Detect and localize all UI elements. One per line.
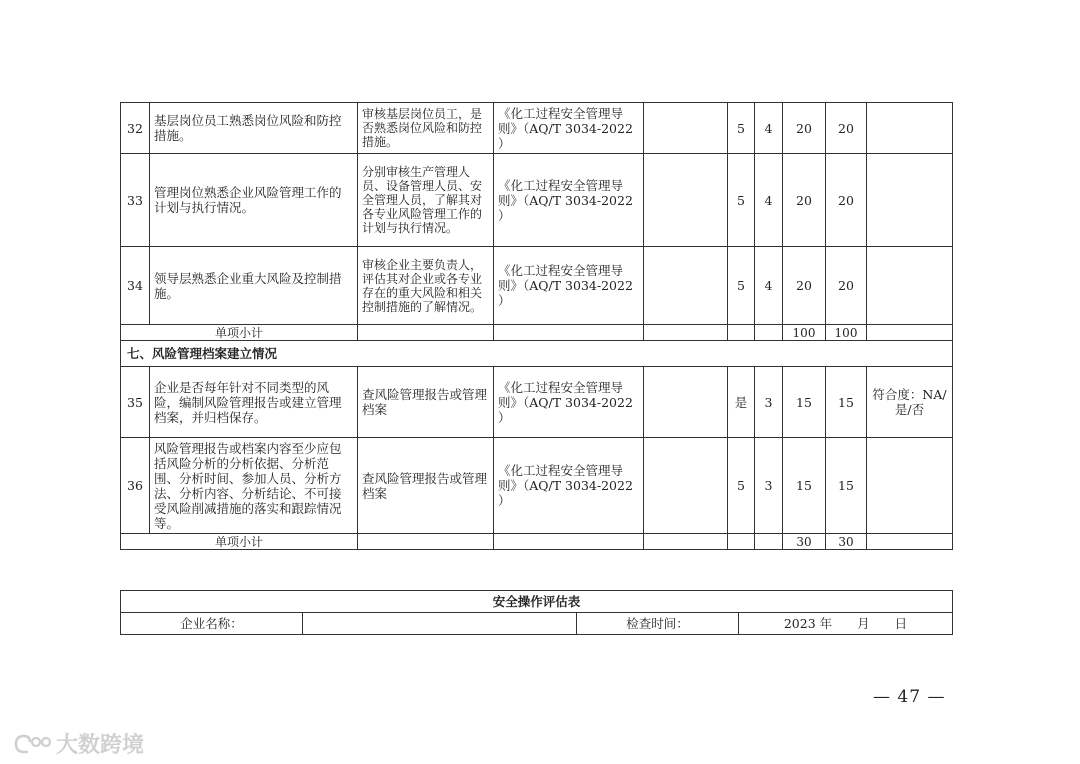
table-row xyxy=(121,247,953,325)
coefficient: 4 xyxy=(755,154,783,247)
actual-score: 20 xyxy=(826,154,867,247)
basis: 《化工过程安全管理导则》（AQ/T 3034-2022 ） xyxy=(494,438,644,534)
weight: 5 xyxy=(728,154,755,247)
actual-score: 15 xyxy=(826,438,867,534)
coefficient: 3 xyxy=(755,367,783,438)
weight: 5 xyxy=(728,103,755,154)
form-title-row xyxy=(121,591,953,613)
subtotal-label: 单项小计 xyxy=(121,325,358,341)
page-number: — 47 — xyxy=(873,687,946,707)
check-method: 查风险管理报告或管理档案 xyxy=(358,367,494,438)
check-method: 审核基层岗位员工，是否熟悉岗位风险和防控措施。 xyxy=(358,103,494,154)
table-row xyxy=(121,438,953,534)
coefficient: 4 xyxy=(755,247,783,325)
section-header-row xyxy=(121,341,953,367)
subtotal-actual: 100 xyxy=(826,325,867,341)
section-title: 七、风险管理档案建立情况 xyxy=(121,341,953,367)
weight: 是 xyxy=(728,367,755,438)
item-content: 企业是否每年针对不同类型的风险，编制风险管理报告或建立管理档案，并归档保存。 xyxy=(150,367,358,438)
row-number: 34 xyxy=(121,247,150,325)
item-content: 基层岗位员工熟悉岗位风险和防控措施。 xyxy=(150,103,358,154)
remark xyxy=(867,103,953,154)
row-number: 36 xyxy=(121,438,150,534)
row-number: 35 xyxy=(121,367,150,438)
evaluation-form-table xyxy=(120,590,953,635)
item-content: 风险管理报告或档案内容至少应包括风险分析的分析依据、分析范围、分析时间、参加人员、分析方法、分析内容、分析结论、不可接受风险削减措施的落实和跟踪情况等。 xyxy=(150,438,358,534)
weight: 5 xyxy=(728,438,755,534)
remark xyxy=(867,438,953,534)
subtotal-label: 单项小计 xyxy=(121,534,358,550)
item-content: 管理岗位熟悉企业风险管理工作的计划与执行情况。 xyxy=(150,154,358,247)
empty-cell xyxy=(644,367,728,438)
subtotal-actual: 30 xyxy=(826,534,867,550)
table-row xyxy=(121,154,953,247)
check-method: 查风险管理报告或管理档案 xyxy=(358,438,494,534)
subtotal-score: 100 xyxy=(783,325,826,341)
remark: 符合度：NA/是/否 xyxy=(867,367,953,438)
score: 20 xyxy=(783,247,826,325)
actual-score: 15 xyxy=(826,367,867,438)
empty-cell xyxy=(644,103,728,154)
row-number: 33 xyxy=(121,154,150,247)
basis: 《化工过程安全管理导则》（AQ/T 3034-2022 ） xyxy=(494,247,644,325)
watermark xyxy=(12,728,144,759)
subtotal-score: 30 xyxy=(783,534,826,550)
remark xyxy=(867,154,953,247)
score: 15 xyxy=(783,367,826,438)
weight: 5 xyxy=(728,247,755,325)
basis: 《化工过程安全管理导则》（AQ/T 3034-2022 ） xyxy=(494,103,644,154)
table-row xyxy=(121,367,953,438)
table-row xyxy=(121,103,953,154)
row-number: 32 xyxy=(121,103,150,154)
score: 20 xyxy=(783,103,826,154)
watermark-logo-icon xyxy=(12,732,52,756)
form-title: 安全操作评估表 xyxy=(121,591,953,613)
watermark-text: 大数跨境 xyxy=(56,733,145,758)
score: 20 xyxy=(783,154,826,247)
empty-cell xyxy=(644,438,728,534)
empty-cell xyxy=(644,247,728,325)
actual-score: 20 xyxy=(826,103,867,154)
check-date-label: 检查时间： xyxy=(577,613,739,635)
check-date-field[interactable]: 2023 年 月 日 xyxy=(739,613,953,635)
empty-cell xyxy=(644,154,728,247)
assessment-table xyxy=(120,102,953,550)
remark xyxy=(867,247,953,325)
coefficient: 4 xyxy=(755,103,783,154)
basis: 《化工过程安全管理导则》（AQ/T 3034-2022 ） xyxy=(494,154,644,247)
check-method: 分别审核生产管理人员、设备管理人员、安全管理人员，了解其对各专业风险管理工作的计划与执行情况。 xyxy=(358,154,494,247)
basis: 《化工过程安全管理导则》（AQ/T 3034-2022 ） xyxy=(494,367,644,438)
check-method: 审核企业主要负责人，评估其对企业或各专业存在的重大风险和相关控制措施的了解情况。 xyxy=(358,247,494,325)
subtotal-row xyxy=(121,325,953,341)
subtotal-row xyxy=(121,534,953,550)
company-name-field[interactable] xyxy=(303,613,577,635)
form-fields-row xyxy=(121,613,953,635)
item-content: 领导层熟悉企业重大风险及控制措施。 xyxy=(150,247,358,325)
company-name-label: 企业名称： xyxy=(121,613,303,635)
score: 15 xyxy=(783,438,826,534)
coefficient: 3 xyxy=(755,438,783,534)
actual-score: 20 xyxy=(826,247,867,325)
